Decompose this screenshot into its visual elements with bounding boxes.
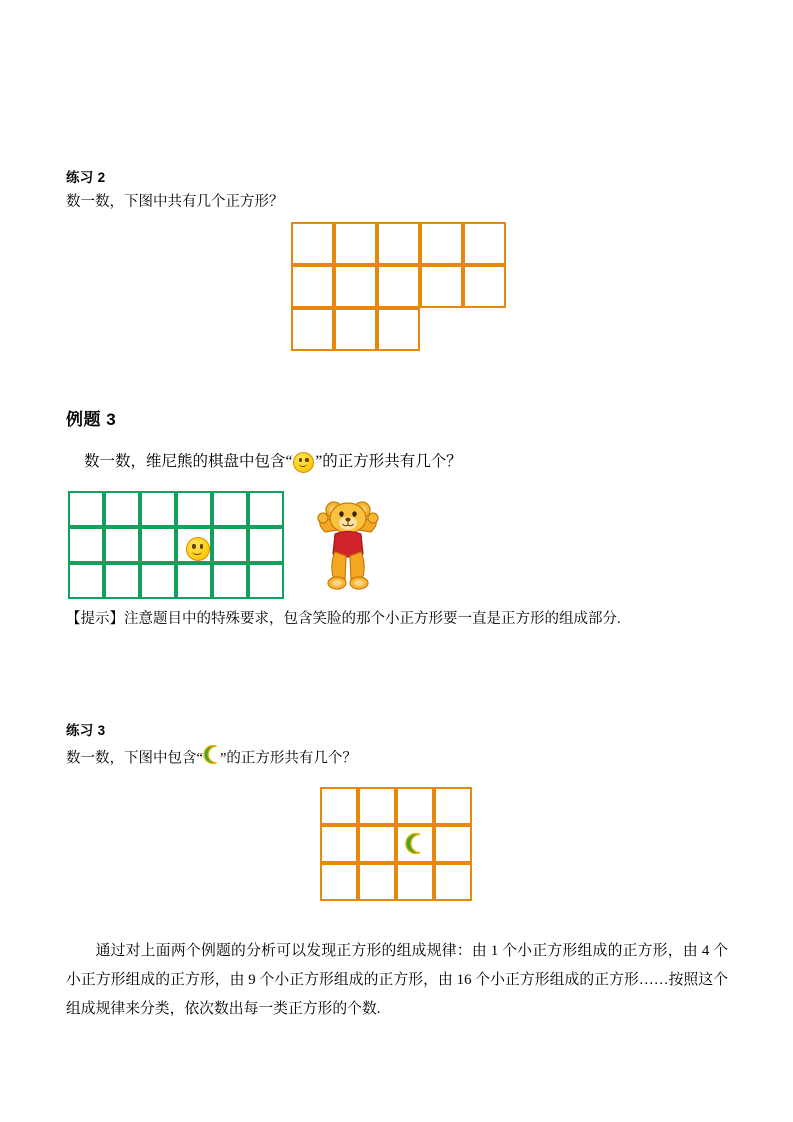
grid-cell (140, 563, 176, 599)
summary-paragraph: 通过对上面两个例题的分析可以发现正方形的组成规律：由 1 个小正方形组成的正方形，由 4 个小正方形组成的正方形，由 9 个小正方形组成的正方形，由 16 个小正方形组成的正方形……按照这个组成规律来分类，依次数出每一类正方形的个数. (66, 943, 728, 1017)
grid-cell (248, 491, 284, 527)
grid-cell (248, 527, 284, 563)
example3-figure (68, 491, 288, 603)
grid-cell (104, 491, 140, 527)
grid-cell (396, 787, 434, 825)
grid-cell (212, 527, 248, 563)
crescent-moon-icon (405, 833, 424, 859)
grid-cell (434, 825, 472, 863)
grid-cell (320, 825, 358, 863)
grid-cell (377, 222, 420, 265)
grid-cell (68, 491, 104, 527)
grid-cell (434, 863, 472, 901)
grid-cell (291, 222, 334, 265)
hint-text: 注意题目中的特殊要求，包含笑脸的那个小正方形要一直是正方形的组成部分. (124, 611, 621, 627)
smiley-face-icon (293, 452, 314, 473)
grid-cell (140, 527, 176, 563)
grid-cell (320, 787, 358, 825)
grid-cell (358, 863, 396, 901)
grid-cell (396, 863, 434, 901)
example3-prompt-after: ”的正方形共有几个？ (315, 453, 462, 470)
exercise3-figure (320, 787, 475, 902)
grid-cell (377, 308, 420, 351)
exercise2-prompt: 数一数，下图中共有几个正方形？ (66, 194, 284, 210)
exercise3-prompt (66, 745, 357, 773)
grid-cell (434, 787, 472, 825)
grid-cell (291, 265, 334, 308)
grid-cell (420, 265, 463, 308)
example3-heading: 例题 3 (66, 410, 117, 429)
grid-cell (212, 491, 248, 527)
grid-cell (320, 863, 358, 901)
grid-cell (463, 222, 506, 265)
grid-cell (104, 563, 140, 599)
example3-hint (66, 607, 621, 632)
grid-cell (463, 265, 506, 308)
exercise3-prompt-before: 数一数，下图中包含“ (66, 750, 203, 767)
grid-cell (104, 527, 140, 563)
grid-cell (176, 491, 212, 527)
grid-cell (68, 563, 104, 599)
grid-cell (334, 222, 377, 265)
grid-cell (334, 308, 377, 351)
grid-cell (334, 265, 377, 308)
example3-prompt (84, 448, 462, 476)
exercise2-figure (291, 222, 511, 352)
exercise3-prompt-after: ”的正方形共有几个？ (219, 750, 357, 767)
grid-cell (358, 825, 396, 863)
grid-cell (68, 527, 104, 563)
grid-cell (358, 787, 396, 825)
hint-label: 【提示】 (66, 611, 124, 627)
winnie-bear-illustration (313, 498, 383, 594)
exercise2-heading: 练习 2 (66, 170, 106, 185)
grid-cell (176, 563, 212, 599)
grid-cell (212, 563, 248, 599)
smiley-face-icon (186, 537, 210, 561)
exercise3-heading: 练习 3 (66, 723, 106, 738)
grid-cell (248, 563, 284, 599)
example3-prompt-before: 数一数，维尼熊的棋盘中包含“ (84, 453, 293, 470)
grid-cell (140, 491, 176, 527)
grid-cell (420, 222, 463, 265)
grid-cell (291, 308, 334, 351)
crescent-moon-icon (203, 745, 220, 773)
grid-cell (377, 265, 420, 308)
